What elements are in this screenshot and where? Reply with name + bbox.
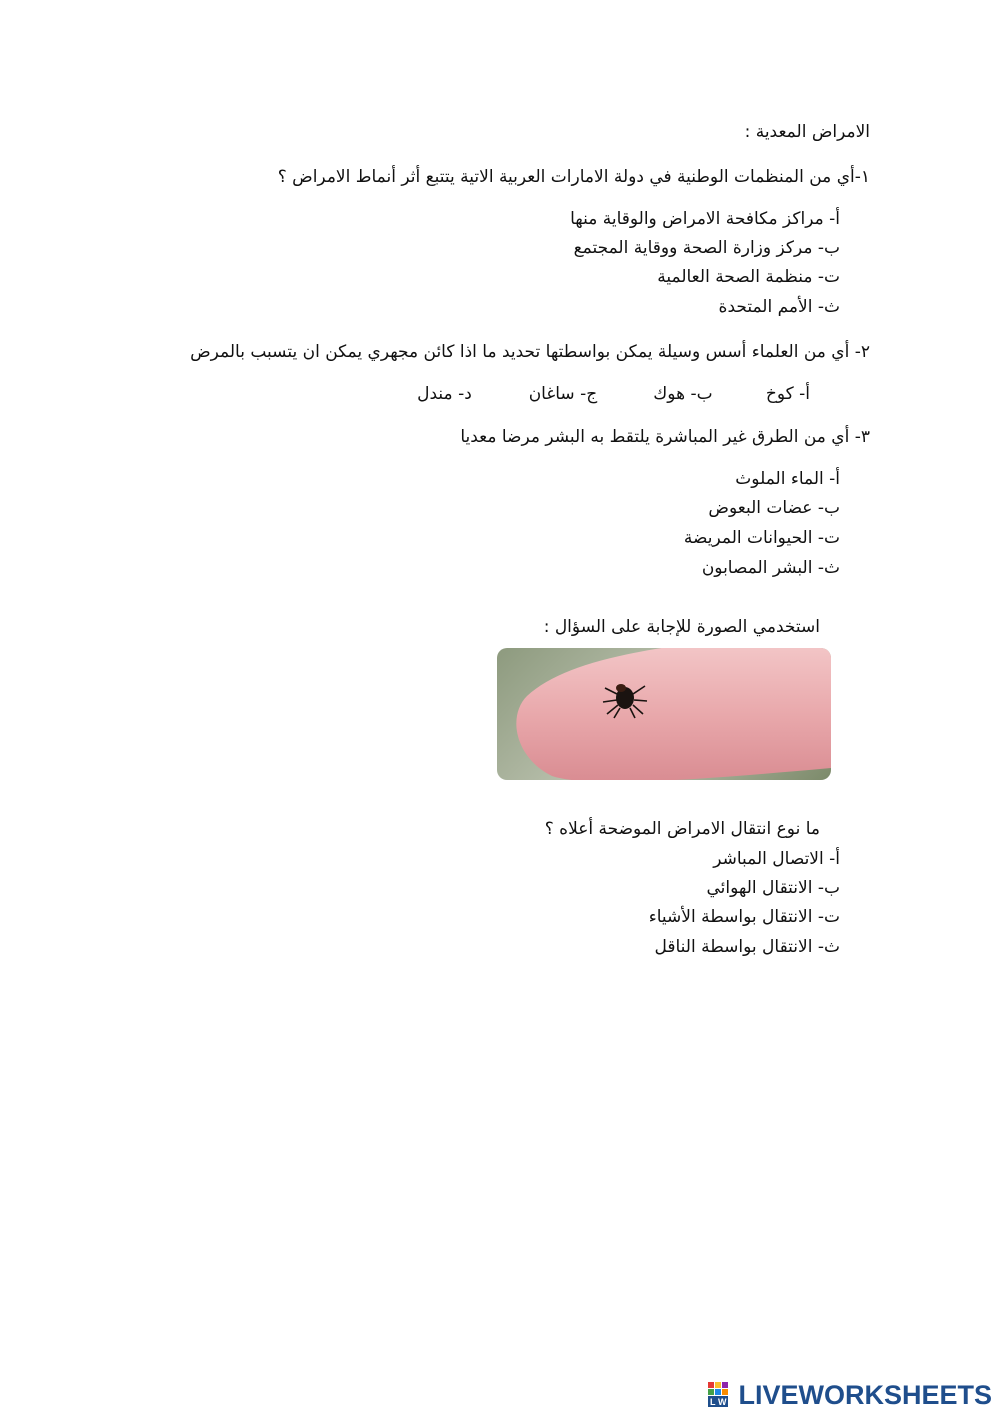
q1-option-c[interactable]: ت- منظمة الصحة العالمية [657,267,840,287]
q3-option-c[interactable]: ت- الحيوانات المريضة [683,528,840,548]
q3-option-b[interactable]: ب- عضات البعوض [708,498,840,518]
q4-option-c[interactable]: ت- الانتقال بواسطة الأشياء [648,907,840,927]
liveworksheets-logo-icon [708,1382,734,1408]
q4-option-b[interactable]: ب- الانتقال الهوائي [706,878,840,898]
question-1: ١-أي من المنظمات الوطنية في دولة الامارات العربية الاتية يتتبع أثر أنماط الامراض ؟ [277,167,870,187]
q1-option-b[interactable]: ب- مركز وزارة الصحة ووقاية المجتمع [573,238,840,258]
question-2: ٢- أي من العلماء أسس وسيلة يمكن بواسطتها تحديد ما اذا كائن مجهري يمكن ان يتسبب بالمرض [190,342,870,362]
question-3: ٣- أي من الطرق غير المباشرة يلتقط به البشر مرضا معديا [460,427,870,447]
liveworksheets-wordmark: LIVEWORKSHEETS [738,1379,992,1410]
q2-option-c[interactable]: ج- ساغان [528,384,598,404]
finger-shape [516,648,831,780]
q1-option-a[interactable]: أ- مراكز مكافحة الامراض والوقاية منها [570,209,840,229]
worksheet-title: الامراض المعدية : [744,122,870,142]
finger-tick-illustration [497,648,831,780]
q2-option-a[interactable]: أ- كوخ [765,384,810,404]
logo-letter-w: W [718,1397,727,1407]
q2-options-row [417,383,810,405]
q1-option-d[interactable]: ث- الأمم المتحدة [718,297,840,317]
logo-letter-l: L [710,1397,716,1407]
tick-on-finger-photo [497,648,831,780]
q3-option-d[interactable]: ث- البشر المصابون [701,558,840,578]
q2-option-d[interactable]: د- مندل [417,384,472,404]
question-4: ما نوع انتقال الامراض الموضحة أعلاه ؟ [544,819,820,839]
q2-option-b[interactable]: ب- هوك [653,384,713,404]
q3-option-a[interactable]: أ- الماء الملوث [735,469,840,489]
q4-option-a[interactable]: أ- الاتصال المباشر [713,849,840,869]
q4-instruction: استخدمي الصورة للإجابة على السؤال : [543,617,820,637]
q4-option-d[interactable]: ث- الانتقال بواسطة الناقل [654,937,840,957]
liveworksheets-brand[interactable] [708,1378,992,1412]
